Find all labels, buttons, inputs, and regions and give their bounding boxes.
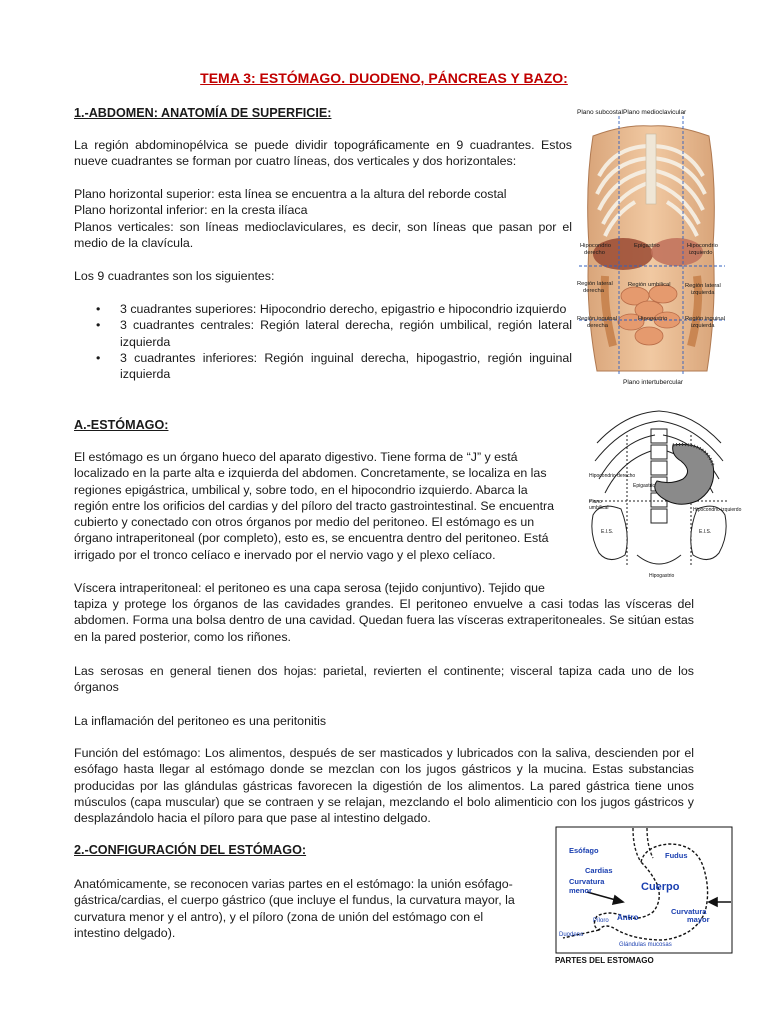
eis-right-label: E.I.S. [699,529,712,535]
region-label: Hipogastrio [638,316,668,322]
figure-caption: PARTES DEL ESTOMAGO [555,956,654,965]
region-label: Región inguinal [685,316,725,322]
stomach-parts-figure [555,826,733,966]
region-label: Región lateral [685,283,721,289]
region-label: Región lateral [577,281,613,287]
text-line: regiones epigástrica, umbilical y, sobre todo, en el hipocondrio izquierdo. Abarca la [74,482,528,497]
plane-line: Plano horizontal inferior: en la cresta ilíaca [74,203,308,218]
region-label: derecho [584,250,605,256]
text-line: región entre los orificios del cardias y del píloro del tracto gastrointestinal. Se encuentra [74,498,555,513]
serosas-paragraph: Las serosas en general tienen dos hojas: parietal, revierten el continente; visceral tapiza cada uno de los órganos [74,664,694,695]
text-line: localizado en la parte alta e izquierda del abdomen. Concretamente, se localiza en las [74,466,547,481]
bullet-icon: • [96,350,101,365]
list-item [74,301,572,317]
glandulas-label: Glándulas mucosas [619,942,672,948]
curvatura-menor-label: Curvatura [569,877,605,886]
region-label: Región inguinal [577,316,617,322]
region-label: izquierda [691,323,715,329]
region-label: derecha [583,288,604,294]
text-line: órgano intraperitoneal (por completo), esto es, se encuentra dentro del peritoneo. Está [74,531,549,546]
funcion-estomago-paragraph: Función del estómago: Los alimentos, después de ser masticados y lubricados con la saliva, descienden por el esófago hasta llegar al estómago donde se mezclan con los jugos gástricos y la mucina. Estas substancias producidas por las glándulas gástricas favorecen la digestión de los alimentos. La pared gástrica tiene unos músculos (capa muscular) que se contraen y se relajan, mezclando el bolo alimenticio con los jugos gástricos y desplazándolo hacia el píloro para que pase al intestino delgado. [74,746,694,826]
bullet-icon: • [96,318,101,333]
region-label: Hipocondrio derecho [589,473,636,479]
stomach-location-illustration [585,405,742,580]
plano-medioclavicular-label: Plano medioclavicular [623,109,687,116]
visceral-paragraph-first-line: Víscera intraperitoneal: el peritoneo es una capa serosa (tejido conjuntivo). Tejido que [74,581,545,595]
plano-label: Plano [589,499,602,505]
text-line: Anatómicamente, se reconocen varias partes en el estómago: la unión esófago- [74,877,513,891]
text-line: cubierto y conectado con otros órganos por medio del peritoneo. El estómago es un [74,515,535,530]
duodeno-label: Duodeno [559,932,584,938]
abdomen-intro-paragraph: La región abdominopélvica se puede dividir topográficamente en 9 cuadrantes. Estos nueve cuadrantes se forman por cuatro líneas, dos verticales y dos horizontales: [74,138,572,169]
text-line: curvatura menor y el antro), y el píloro (zona de unión del estómago con el [74,909,484,924]
estomago-paragraph-1 [74,449,581,563]
document-title: TEMA 3: ESTÓMAGO. DUODENO, PÁNCREAS Y BAZO: [200,70,568,86]
quadrants-list [74,301,572,382]
piloro-label: Píloro [593,918,609,924]
section-heading-estomago: A.-ESTÓMAGO: [74,418,169,432]
list-item-text: 3 cuadrantes inferiores: Región inguinal derecha, hipogastrio, región inguinal izquierda [120,350,572,382]
plane-line: Planos verticales: son líneas medioclaviculares, es decir, son líneas que pasan por el medio de la clavícula. [74,219,572,250]
abdomen-regions-figure [575,106,728,388]
section-heading-abdomen: 1.-ABDOMEN: ANATOMÍA DE SUPERFICIE: [74,106,332,120]
stomach-parts-illustration [555,826,733,966]
hipogastrio-label: Hipogastrio [649,573,675,579]
text-line: gástrica/cardias, el cuerpo gástrico (que incluye el fundus, la curvatura mayor, la [74,893,515,908]
list-item [74,317,572,350]
list-item-text: 3 cuadrantes centrales: Región lateral derecha, región umbilical, región lateral izquierda [120,318,572,349]
region-label: Epigastrio [634,243,660,249]
region-label: Hipocondrio izquierdo [693,507,742,513]
stomach-location-figure [585,405,742,580]
text-line: intestino delgado). [74,925,176,940]
region-label: izquierdo [689,250,713,256]
curvatura-menor-label: menor [569,886,592,895]
plano-subcostal-label: Plano subcostal [577,109,623,116]
planes-description [74,186,572,251]
eis-left-label: E.I.S. [601,529,614,535]
region-label: Epigastrio [633,483,656,489]
abdomen-regions-illustration [575,106,728,388]
list-item [74,350,572,383]
fundus-label: Fudus [665,851,688,860]
esofago-label: Esófago [569,846,599,855]
quadrants-list-intro: Los 9 cuadrantes son los siguientes: [74,269,275,283]
antro-label: Antro [617,913,639,922]
section-heading-configuracion: 2.-CONFIGURACIÓN DEL ESTÓMAGO: [74,843,307,857]
plane-line: Plano horizontal superior: esta línea se encuentra a la altura del reborde costal [74,187,507,201]
cuerpo-label: Cuerpo [641,881,680,893]
cardias-label: Cardias [585,866,613,875]
curvatura-mayor-label: Curvatura [671,907,707,916]
text-line: El estómago es un órgano hueco del aparato digestivo. Tiene forma de “J” y está [74,450,518,464]
visceral-paragraph: tapiza y protege los órganos de las cavidades grandes. El peritoneo envuelve a casi todas las vísceras del abdomen. Forma una bolsa dentro de una cavidad. Quedan fuera las vísceras extraperitoneales. Se sitúan estas en la pared posterior, como los riñones. [74,597,694,644]
region-label: derecha [587,323,608,329]
region-label: Hipocondrio [580,243,611,249]
region-label: Hipocondrio [687,243,718,249]
region-label: izquierda [691,290,715,296]
peritonitis-paragraph: La inflamación del peritoneo es una peritonitis [74,714,327,728]
plano-intertubercular-label: Plano intertubercular [623,379,683,386]
curvatura-mayor-label: mayor [687,915,710,924]
list-item-text: 3 cuadrantes superiores: Hipocondrio derecho, epigastrio e hipocondrio izquierdo [120,302,567,316]
text-line: irrigado por el tronco celíaco e inervado por el nervio vago y el plexo celíaco. [74,547,496,562]
region-label: Región umbilical [628,282,671,288]
plano-label: umbilical [589,505,609,511]
configuracion-paragraph [74,876,552,941]
bullet-icon: • [96,302,101,316]
